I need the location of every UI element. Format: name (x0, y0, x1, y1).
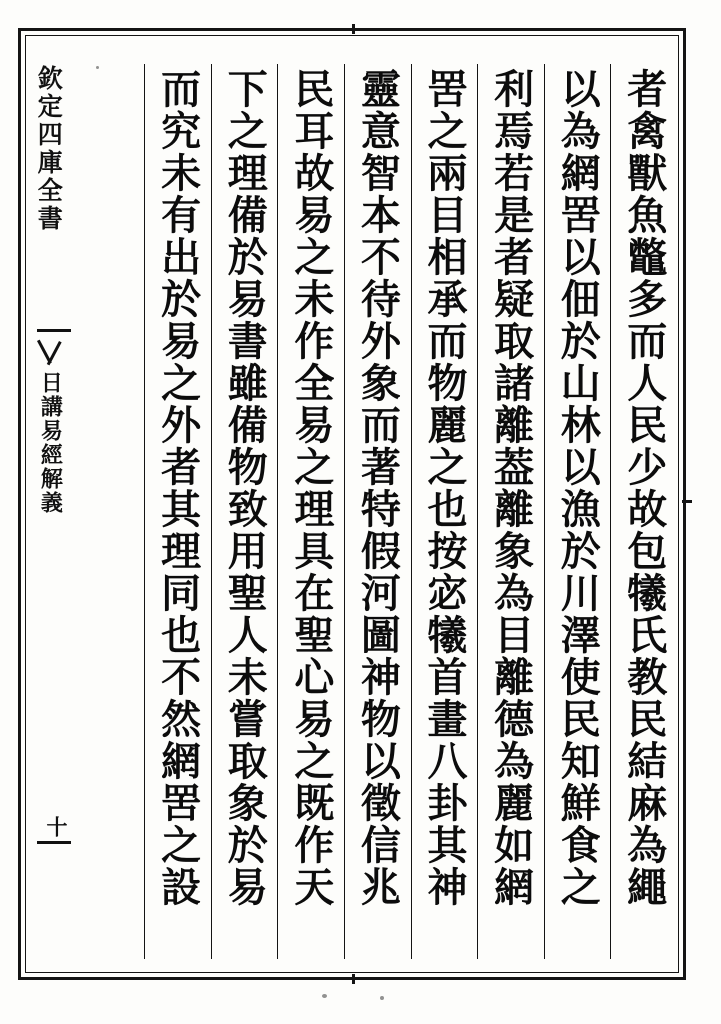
registration-tick-bottom (352, 974, 355, 984)
scan-speck (96, 66, 99, 69)
column-text: 靈意智本不待外象而著特假河圖神物以徵信兆 (354, 68, 402, 908)
text-column (277, 64, 344, 959)
page-number: 十 (44, 816, 69, 839)
scan-speck (380, 996, 384, 1000)
text-column (211, 64, 278, 959)
text-column (411, 64, 478, 959)
fishtail-mark-top-bar (37, 329, 71, 332)
page-border-frame (18, 28, 686, 980)
text-column (610, 64, 677, 959)
column-text: 而究未有出於易之外者其理同也不然網罟之設 (154, 68, 202, 908)
fishtail-mark-right (47, 341, 62, 365)
registration-tick-top (352, 24, 355, 34)
column-text: 利焉若是者疑取諸離葢離象為目離德為麗如網 (487, 68, 535, 908)
text-column (544, 64, 611, 959)
series-title: 欽定四庫全書 (34, 65, 64, 233)
work-title: 日講易經解義 (37, 371, 64, 515)
margin-banner (31, 41, 79, 971)
column-text: 以為網罟以佃於山林以漁於川澤使民知鮮食之 (554, 68, 602, 908)
text-column (344, 64, 411, 959)
registration-tick-right (682, 500, 692, 503)
column-text: 下之理備於易書雖備物致用聖人未嘗取象於易 (221, 68, 269, 908)
column-text: 罟之兩目相承而物麗之也按宓犧首畫八卦其神 (421, 68, 469, 908)
text-column (477, 64, 544, 959)
scan-speck (322, 994, 327, 998)
page-number-rule (37, 841, 71, 844)
column-text: 民耳故易之未作全易之理具在聖心易之既作天 (287, 68, 335, 908)
text-column (144, 64, 211, 959)
column-text: 者禽獸魚鼈多而人民少故包犧氏教民結麻為繩 (620, 68, 668, 908)
text-block (77, 64, 677, 959)
